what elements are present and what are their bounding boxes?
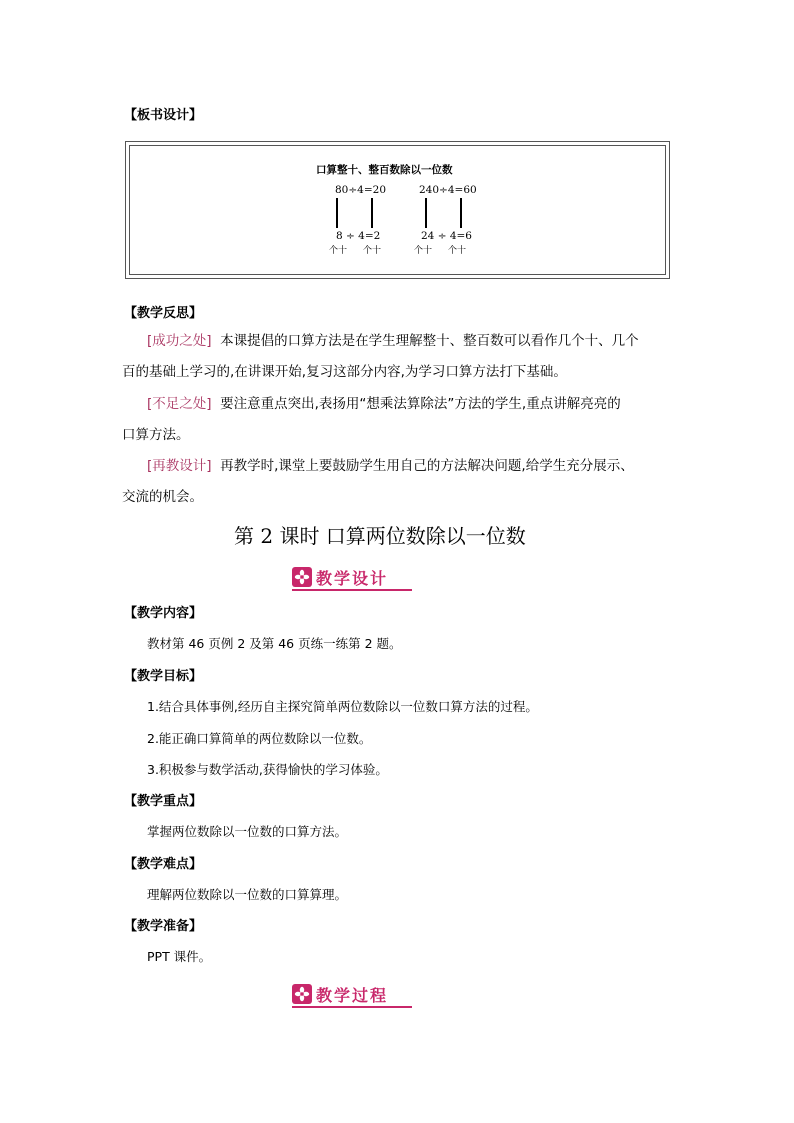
right-unit-b: 个十 — [448, 246, 467, 256]
shortfall-tag: [不足之处] — [147, 396, 212, 412]
key-points-text: 掌握两位数除以一位数的口算方法。 — [147, 824, 348, 839]
lesson-title: 第 2 课时 口算两位数除以一位数 — [234, 524, 526, 548]
content-heading: 【教学内容】 — [124, 606, 203, 621]
teaching-design-label: 教学设计 — [316, 568, 389, 588]
reteach-text-2: 交流的机会。 — [122, 489, 203, 505]
preparation-heading: 【教学准备】 — [124, 919, 203, 934]
content-text: 教材第 46 页例 2 及第 46 页练一练第 2 题。 — [147, 636, 402, 651]
success-tag: [成功之处] — [147, 333, 212, 349]
left-bottom-equation: 8 ÷ 4=2 — [336, 230, 381, 242]
right-bottom-equation: 24 ÷ 4=6 — [421, 230, 472, 242]
objective-item-1: 1.结合具体事例,经历自主探究简单两位数除以一位数口算方法的过程。 — [147, 699, 538, 714]
success-text-2: 百的基础上学习的,在讲课开始,复习这部分内容,为学习口算方法打下基础。 — [122, 364, 567, 380]
success-text-1: 本课提倡的口算方法是在学生理解整十、整百数可以看作几个十、几个 — [220, 333, 639, 349]
flower-icon — [292, 567, 312, 587]
teaching-design-badge — [292, 566, 412, 591]
objective-item-2: 2.能正确口算简单的两位数除以一位数。 — [147, 731, 372, 746]
flower-icon — [292, 984, 312, 1004]
left-connector-line-b — [371, 198, 373, 228]
left-unit-b: 个十 — [363, 246, 382, 256]
teaching-process-underline — [292, 1006, 412, 1008]
right-unit-a: 个十 — [414, 246, 433, 256]
key-points-heading: 【教学重点】 — [124, 794, 203, 809]
right-top-equation: 240÷4=60 — [419, 184, 477, 196]
board-design-heading: 【板书设计】 — [124, 108, 203, 123]
teaching-process-badge — [292, 983, 412, 1008]
reflection-success-line1 — [147, 331, 639, 351]
right-connector-line-b — [460, 198, 462, 228]
shortfall-text-1: 要注意重点突出,表扬用“想乘法算除法”方法的学生,重点讲解亮亮的 — [220, 396, 621, 412]
reteach-tag: [再教设计] — [147, 458, 212, 474]
teaching-design-underline — [292, 589, 412, 591]
left-top-equation: 80÷4=20 — [335, 184, 386, 196]
reflection-shortfall-line1 — [147, 394, 621, 414]
teaching-process-label: 教学过程 — [316, 985, 389, 1005]
reflection-reteach-line1 — [147, 456, 634, 476]
objectives-heading: 【教学目标】 — [124, 669, 203, 684]
difficulties-text: 理解两位数除以一位数的口算算理。 — [147, 887, 348, 902]
board-title: 口算整十、整百数除以一位数 — [316, 164, 453, 176]
reteach-text-1: 再教学时,课堂上要鼓励学生用自己的方法解决问题,给学生充分展示、 — [220, 458, 634, 474]
reflection-heading: 【教学反思】 — [124, 306, 203, 321]
preparation-text: PPT 课件。 — [147, 949, 212, 964]
difficulties-heading: 【教学难点】 — [124, 857, 203, 872]
left-connector-line-a — [336, 198, 338, 228]
left-unit-a: 个十 — [329, 246, 348, 256]
objective-item-3: 3.积极参与数学活动,获得愉快的学习体验。 — [147, 762, 388, 777]
right-connector-line-a — [425, 198, 427, 228]
shortfall-text-2: 口算方法。 — [122, 427, 190, 443]
board-design-box — [125, 141, 670, 279]
